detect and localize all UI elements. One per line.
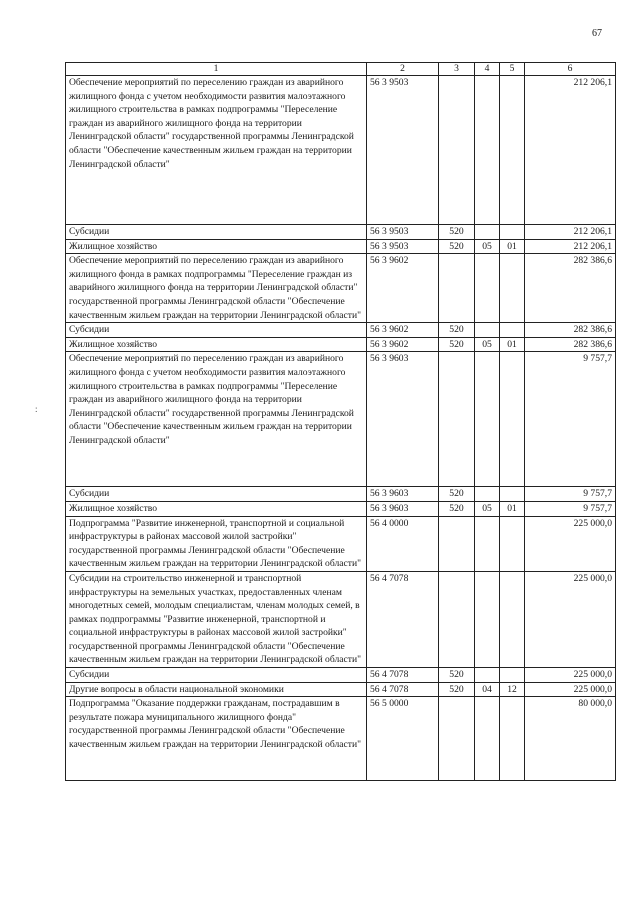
row-amount: 225 000,0 bbox=[525, 668, 616, 683]
column-number-3: 3 bbox=[439, 63, 475, 76]
row-rz bbox=[475, 225, 500, 240]
row-rz: 05 bbox=[475, 337, 500, 352]
column-number-2: 2 bbox=[367, 63, 439, 76]
row-pr bbox=[500, 225, 525, 240]
row-vr bbox=[439, 352, 475, 487]
row-code: 56 5 0000 bbox=[367, 697, 439, 781]
table-row bbox=[66, 668, 616, 683]
row-rz bbox=[475, 76, 500, 225]
row-vr: 520 bbox=[439, 668, 475, 683]
row-amount: 282 386,6 bbox=[525, 254, 616, 323]
row-rz bbox=[475, 668, 500, 683]
table-row bbox=[66, 239, 616, 254]
row-vr: 520 bbox=[439, 225, 475, 240]
row-pr bbox=[500, 352, 525, 487]
row-rz: 04 bbox=[475, 682, 500, 697]
row-code: 56 4 7078 bbox=[367, 682, 439, 697]
row-amount: 212 206,1 bbox=[525, 239, 616, 254]
row-vr: 520 bbox=[439, 337, 475, 352]
table-row bbox=[66, 487, 616, 502]
row-amount: 9 757,7 bbox=[525, 501, 616, 516]
row-rz bbox=[475, 487, 500, 502]
row-rz bbox=[475, 254, 500, 323]
row-rz: 05 bbox=[475, 239, 500, 254]
table-row bbox=[66, 337, 616, 352]
table-row bbox=[66, 254, 616, 323]
row-rz bbox=[475, 516, 500, 571]
table-header-row bbox=[66, 63, 616, 76]
row-code: 56 4 7078 bbox=[367, 668, 439, 683]
row-name: Обеспечение мероприятий по переселению граждан из аварийного жилищного фонда с учетом необходимости развития малоэтажного жилищного строительства в рамках подпрограммы "Переселение граждан из аварийного жилищного фонда на территории Ленинградской области" государственной программы Ленинградской области "Обеспечение качественным жильем граждан на территории Ленинградской области" bbox=[66, 76, 367, 225]
row-name: Субсидии на строительство инженерной и транспортной инфраструктуры на земельных участках, предоставленных членам многодетных семей, молодым специалистам, членам молодых семей, в рамках подпрограммы "Развитие инженерной, транспортной и социальной инфраструктуры в районах массовой жилой застройки" государственной программы Ленинградской области "Обеспечение качественным жильем граждан на территории Ленинградской области" bbox=[66, 571, 367, 667]
row-code: 56 3 9603 bbox=[367, 487, 439, 502]
row-vr bbox=[439, 76, 475, 225]
table-row bbox=[66, 352, 616, 487]
row-vr: 520 bbox=[439, 487, 475, 502]
row-vr: 520 bbox=[439, 682, 475, 697]
row-name: Обеспечение мероприятий по переселению граждан из аварийного жилищного фонда с учетом необходимости развития малоэтажного жилищного строительства в рамках подпрограммы "Переселение граждан из аварийного жилищного фонда на территории Ленинградской области" государственной программы Ленинградской области "Обеспечение качественным жильем граждан на территории Ленинградской области" bbox=[66, 352, 367, 487]
row-code: 56 3 9602 bbox=[367, 337, 439, 352]
row-name: Субсидии bbox=[66, 487, 367, 502]
row-amount: 212 206,1 bbox=[525, 225, 616, 240]
budget-table bbox=[65, 62, 616, 781]
row-code: 56 3 9602 bbox=[367, 254, 439, 323]
row-vr: 520 bbox=[439, 323, 475, 338]
row-name: Подпрограмма "Развитие инженерной, транспортной и социальной инфраструктуры в районах массовой жилой застройки" государственной программы Ленинградской области "Обеспечение качественным жильем граждан на территории Ленинградской области" bbox=[66, 516, 367, 571]
table-row bbox=[66, 501, 616, 516]
row-pr bbox=[500, 697, 525, 781]
row-code: 56 4 7078 bbox=[367, 571, 439, 667]
row-rz bbox=[475, 571, 500, 667]
margin-mark: : bbox=[35, 404, 38, 414]
row-rz bbox=[475, 697, 500, 781]
row-pr bbox=[500, 516, 525, 571]
table-row bbox=[66, 697, 616, 781]
table-row bbox=[66, 76, 616, 225]
table-row bbox=[66, 225, 616, 240]
row-pr bbox=[500, 254, 525, 323]
row-code: 56 3 9503 bbox=[367, 76, 439, 225]
row-pr bbox=[500, 323, 525, 338]
column-number-1: 1 bbox=[66, 63, 367, 76]
row-code: 56 3 9602 bbox=[367, 323, 439, 338]
row-name: Другие вопросы в области национальной экономики bbox=[66, 682, 367, 697]
row-amount: 212 206,1 bbox=[525, 76, 616, 225]
table-row bbox=[66, 323, 616, 338]
row-amount: 9 757,7 bbox=[525, 487, 616, 502]
row-name: Подпрограмма "Оказание поддержки гражданам, пострадавшим в результате пожара муниципального жилищного фонда" государственной программы Ленинградской области "Обеспечение качественным жильем граждан на территории Ленинградской области" bbox=[66, 697, 367, 781]
column-number-5: 5 bbox=[500, 63, 525, 76]
row-code: 56 3 9503 bbox=[367, 239, 439, 254]
row-rz: 05 bbox=[475, 501, 500, 516]
row-rz bbox=[475, 323, 500, 338]
row-amount: 282 386,6 bbox=[525, 337, 616, 352]
row-amount: 9 757,7 bbox=[525, 352, 616, 487]
row-name: Жилищное хозяйство bbox=[66, 501, 367, 516]
row-pr bbox=[500, 668, 525, 683]
row-amount: 225 000,0 bbox=[525, 571, 616, 667]
row-vr bbox=[439, 516, 475, 571]
row-name: Субсидии bbox=[66, 225, 367, 240]
row-code: 56 4 0000 bbox=[367, 516, 439, 571]
row-amount: 225 000,0 bbox=[525, 516, 616, 571]
row-pr bbox=[500, 487, 525, 502]
row-vr bbox=[439, 697, 475, 781]
row-name: Жилищное хозяйство bbox=[66, 337, 367, 352]
row-pr bbox=[500, 571, 525, 667]
table-row bbox=[66, 516, 616, 571]
row-pr: 01 bbox=[500, 501, 525, 516]
row-vr: 520 bbox=[439, 239, 475, 254]
row-amount: 80 000,0 bbox=[525, 697, 616, 781]
row-code: 56 3 9503 bbox=[367, 225, 439, 240]
row-rz bbox=[475, 352, 500, 487]
row-name: Обеспечение мероприятий по переселению граждан из аварийного жилищного фонда в рамках подпрограммы "Переселение граждан из аварийного жилищного фонда на территории Ленинградской области" государственной программы Ленинградской области "Обеспечение качественным жильем граждан на территории Ленинградской области" bbox=[66, 254, 367, 323]
row-name: Жилищное хозяйство bbox=[66, 239, 367, 254]
row-name: Субсидии bbox=[66, 668, 367, 683]
table-row bbox=[66, 682, 616, 697]
row-vr bbox=[439, 254, 475, 323]
row-code: 56 3 9603 bbox=[367, 352, 439, 487]
row-pr: 12 bbox=[500, 682, 525, 697]
column-number-6: 6 bbox=[525, 63, 616, 76]
column-number-4: 4 bbox=[475, 63, 500, 76]
row-vr: 520 bbox=[439, 501, 475, 516]
row-name: Субсидии bbox=[66, 323, 367, 338]
row-pr: 01 bbox=[500, 337, 525, 352]
row-code: 56 3 9603 bbox=[367, 501, 439, 516]
table-row bbox=[66, 571, 616, 667]
row-vr bbox=[439, 571, 475, 667]
row-pr bbox=[500, 76, 525, 225]
row-pr: 01 bbox=[500, 239, 525, 254]
page-number: 67 bbox=[592, 28, 602, 39]
row-amount: 225 000,0 bbox=[525, 682, 616, 697]
row-amount: 282 386,6 bbox=[525, 323, 616, 338]
